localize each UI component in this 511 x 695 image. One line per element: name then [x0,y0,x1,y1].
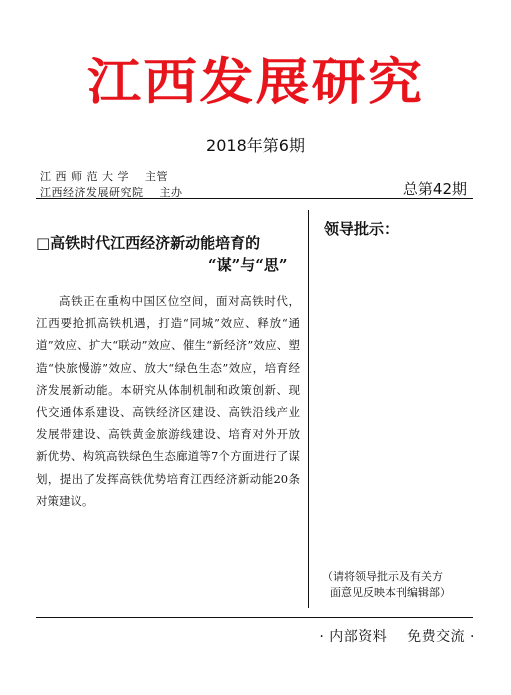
issue-label: 2018年第6期 [206,136,305,155]
top-divider [36,198,473,199]
leader-instructions-heading: 领导批示： [324,220,400,238]
masthead-title: 江西发展研究 [87,53,424,111]
article-title-line-2: “谋”与“思” [208,256,288,274]
column-divider [308,210,309,608]
sponsor-line-supervisor: 江 西 师 范 大 学 主管 [40,170,168,183]
instructions-note-line-2: 面意见反映本刊编辑部） [330,586,451,599]
bottom-divider [36,617,473,618]
instructions-note-line-1: （请将领导批示及有关方 [322,570,443,583]
total-issue-number: 总第42期 [402,180,467,198]
sponsor-line-organizer: 江西经济发展研究院 主办 [40,186,183,199]
article-abstract: 高铁正在重构中国区位空间，面对高铁时代，江西要抢抓高铁机遇，打造“同城”效应、释放“通道”效应、扩大“联动”效应、催生“新经济”效应、塑造“快旅慢游”效应、放大“绿色生态”效应，培育经济发展新动能。本研究从体制机制和政策创新、现代交通体系建设、高铁经济区建设、高铁沿线产业发展带建设、高铁黄金旅游线建设、培育对外开放新优势、构筑高铁绿色生态廊道等7个方面进行了谋划，提出了发挥高铁优势培育江西经济新动能20条对策建议。 [36,294,300,508]
footer-note: · 内部资料 免费交流 · [319,629,475,645]
article-title-line-1: □高铁时代江西经济新动能培育的 [36,234,261,252]
